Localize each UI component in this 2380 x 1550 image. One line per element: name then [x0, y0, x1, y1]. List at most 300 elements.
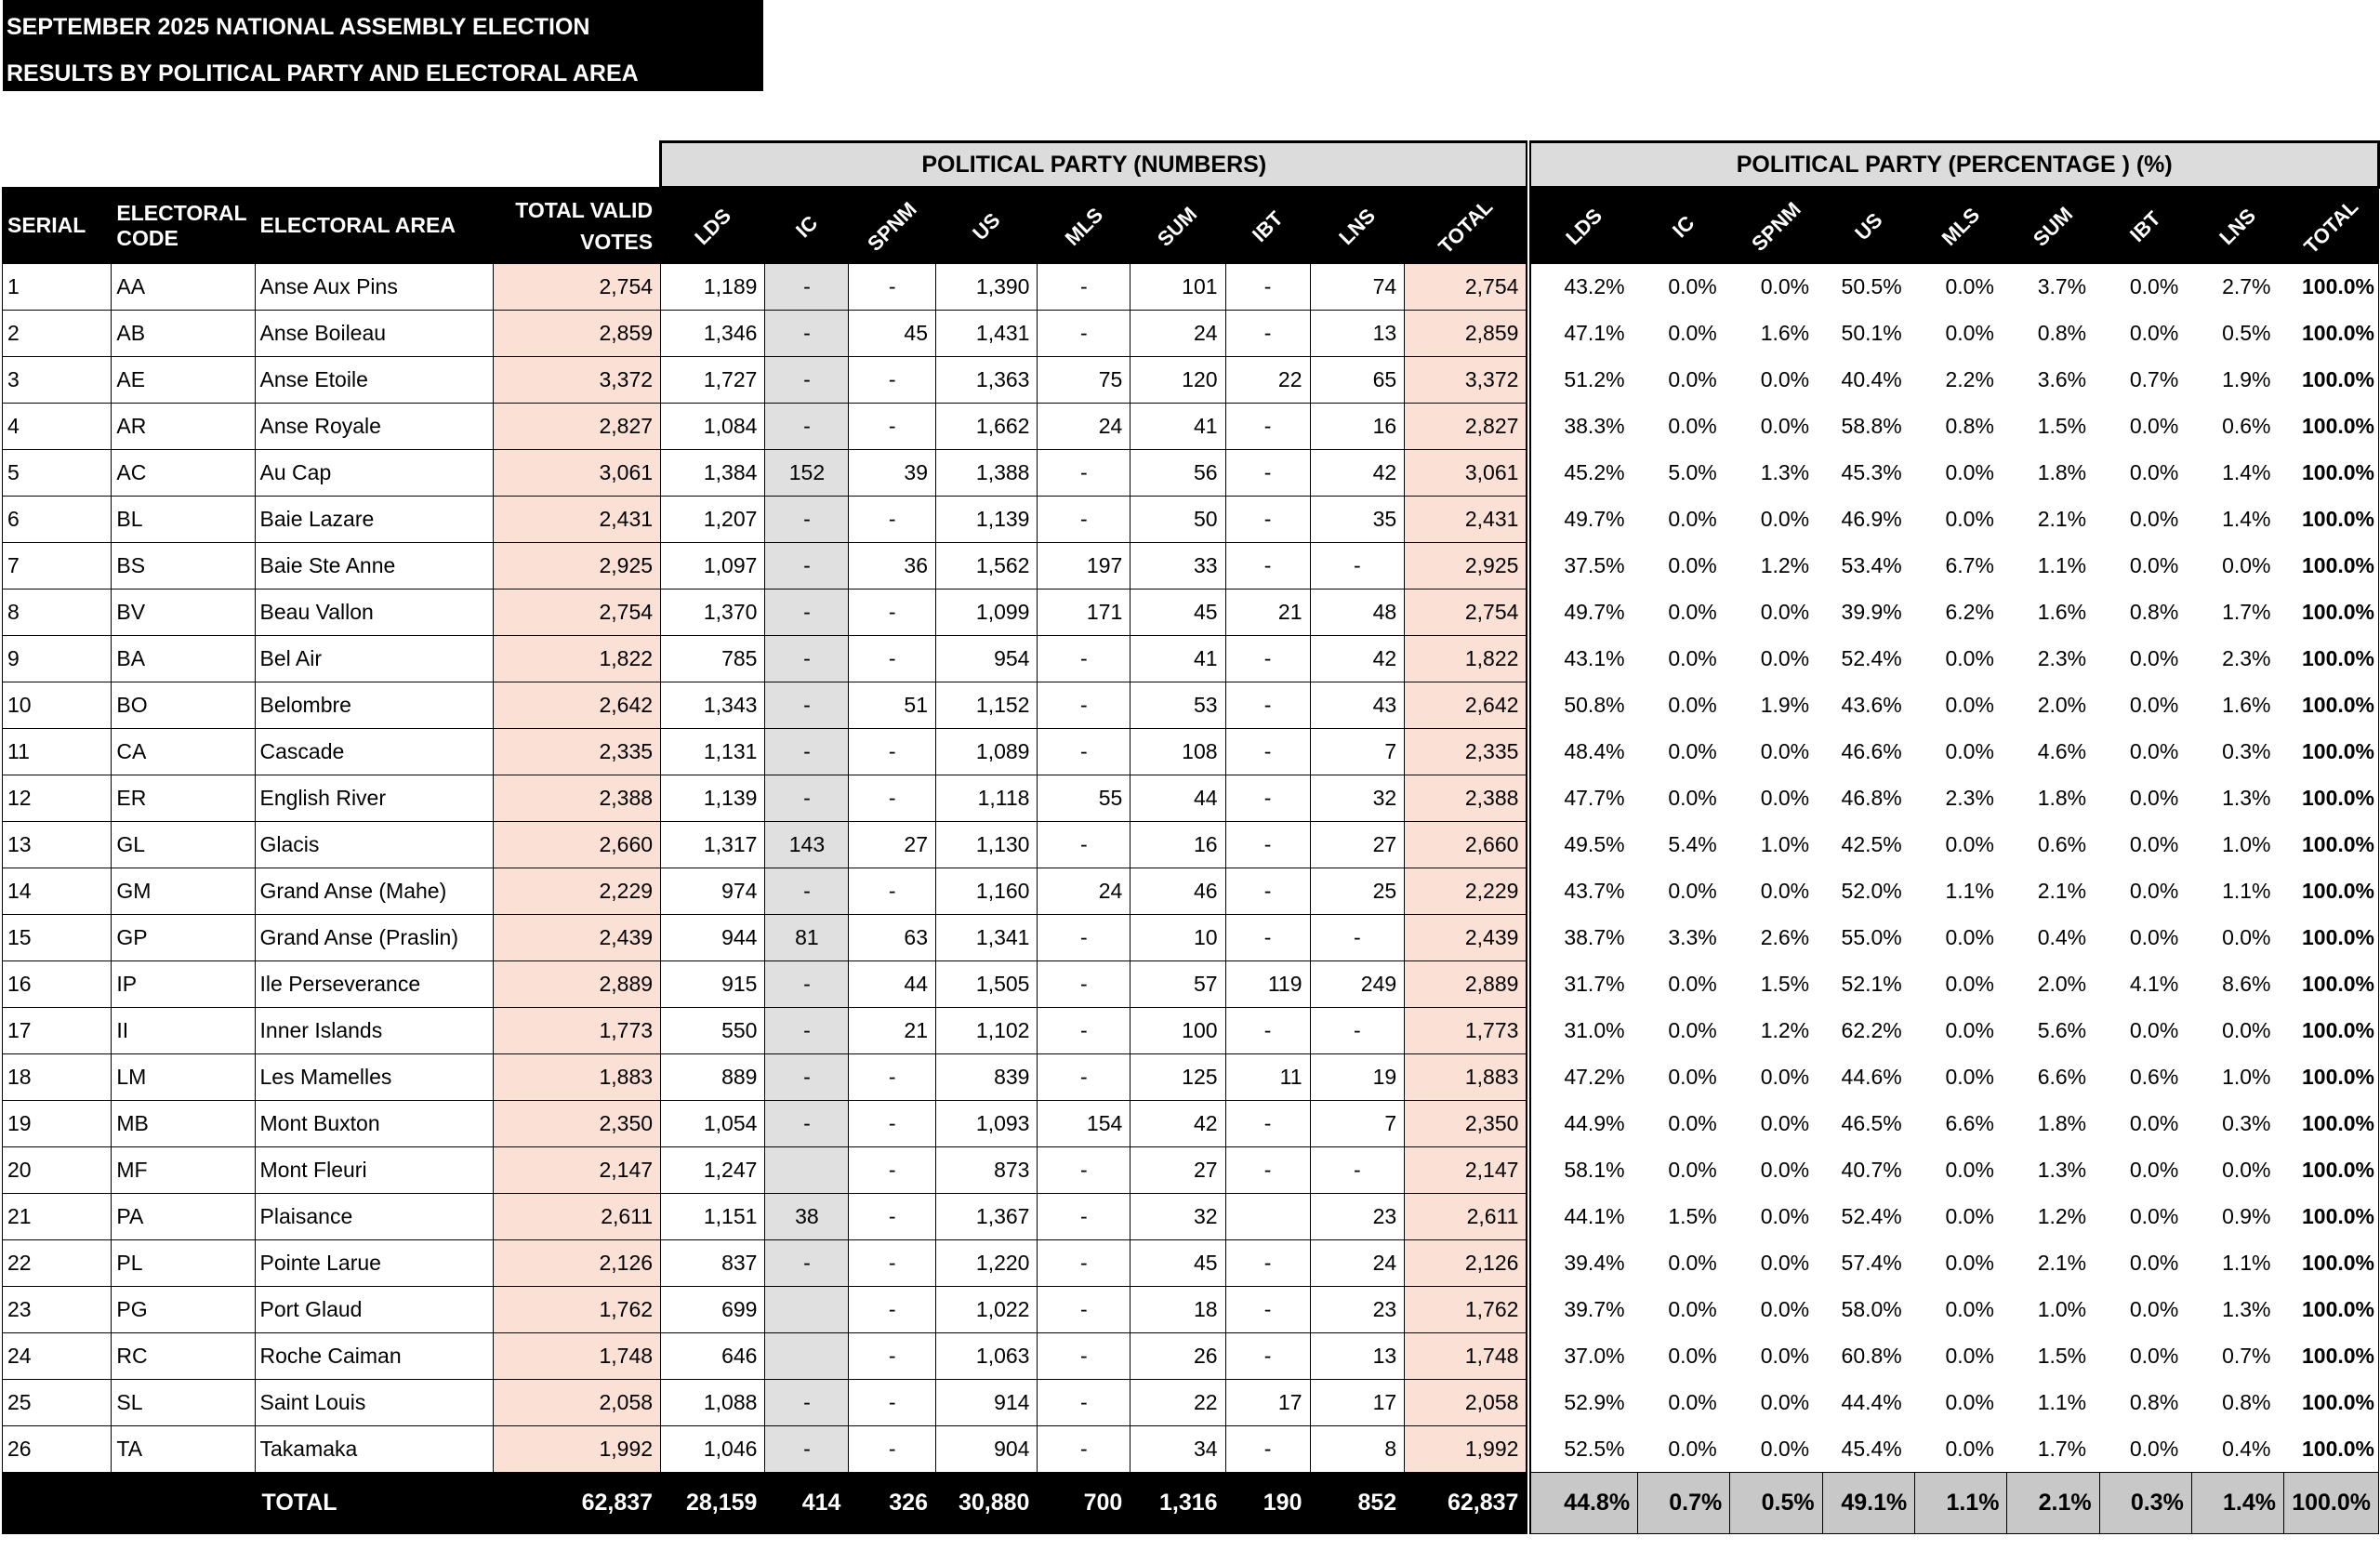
cell-count-5: 120 [1130, 357, 1225, 404]
cell-count-6 [1225, 1194, 1310, 1240]
cell-count-7: 43 [1310, 682, 1405, 729]
cell-pct-2: 0.0% [1760, 367, 1810, 391]
cell-serial: 18 [3, 1054, 112, 1101]
cell-count-4: - [1038, 1008, 1130, 1054]
cell-count-1: - [765, 357, 849, 404]
cell-pct-5: 2.3% [2037, 646, 2087, 670]
cell-pct-4: 0.0% [1945, 460, 1994, 484]
cell-pct-0: 45.2% [1528, 450, 1637, 497]
cell-code: BL [112, 497, 255, 543]
cell-code: GM [112, 868, 255, 915]
cell-pct-8: 100.0% [2284, 1426, 2379, 1473]
cell-pct-2: 0.0% [1760, 274, 1810, 299]
cell-count-0: 889 [661, 1054, 765, 1101]
cell-count-0: 1,346 [661, 311, 765, 357]
cell-serial: 8 [3, 590, 112, 636]
header-party-1: IC [765, 188, 849, 264]
table-row [3, 1194, 2379, 1240]
cell-count-5: 27 [1130, 1147, 1225, 1194]
cell-valid-votes: 2,754 [493, 264, 660, 311]
cell-count-2: - [849, 1101, 936, 1147]
cell-count-5: 41 [1130, 404, 1225, 450]
cell-serial: 2 [3, 311, 112, 357]
cell-count-5: 57 [1130, 961, 1225, 1008]
cell-count-0: 1,343 [661, 682, 765, 729]
cell-count-5: 26 [1130, 1333, 1225, 1380]
cell-count-7: 32 [1310, 775, 1405, 822]
table-row [3, 682, 2379, 729]
cell-pct-6: 0.0% [2129, 1436, 2179, 1461]
cell-serial: 12 [3, 775, 112, 822]
cell-area: Bel Air [255, 636, 493, 682]
cell-pct-7: 8.6% [2222, 972, 2271, 996]
cell-valid-votes: 2,147 [493, 1147, 660, 1194]
cell-count-5: 100 [1130, 1008, 1225, 1054]
cell-valid-votes: 2,126 [493, 1240, 660, 1287]
cell-pct-0: 44.1% [1528, 1194, 1637, 1240]
cell-valid-votes: 2,889 [493, 961, 660, 1008]
cell-pct-8: 100.0% [2284, 636, 2379, 682]
cell-pct-4: 0.0% [1945, 972, 1994, 996]
cell-pct-6: 0.0% [2129, 1251, 2179, 1275]
cell-pct-2: 1.3% [1760, 460, 1810, 484]
cell-pct-0: 49.7% [1528, 497, 1637, 543]
cell-pct-3: 45.4% [1841, 1436, 1902, 1461]
cell-area: Plaisance [255, 1194, 493, 1240]
cell-area: Anse Boileau [255, 311, 493, 357]
cell-area: Takamaka [255, 1426, 493, 1473]
cell-valid-votes: 2,350 [493, 1101, 660, 1147]
cell-pct-8: 100.0% [2284, 264, 2379, 311]
header-pct-5: SUM [2007, 188, 2099, 264]
cell-pct-7: 1.0% [2222, 832, 2271, 856]
header-pct-4: MLS [1915, 188, 2007, 264]
cell-serial: 5 [3, 450, 112, 497]
cell-pct-7: 1.4% [2222, 507, 2271, 531]
cell-pct-1: 3.3% [1668, 925, 1717, 949]
cell-pct-7: 1.7% [2222, 600, 2271, 624]
results-table [2, 140, 2380, 1534]
cell-pct-3: 42.5% [1841, 832, 1902, 856]
cell-serial: 7 [3, 543, 112, 590]
cell-count-1: 38 [765, 1194, 849, 1240]
cell-count-5: 32 [1130, 1194, 1225, 1240]
cell-valid-votes: 2,925 [493, 543, 660, 590]
cell-count-8: 2,147 [1405, 1147, 1529, 1194]
cell-count-1: - [765, 404, 849, 450]
total-count-5: 1,316 [1130, 1473, 1225, 1534]
cell-code: IP [112, 961, 255, 1008]
cell-count-8: 2,660 [1405, 822, 1529, 868]
cell-code: CA [112, 729, 255, 775]
cell-pct-5: 1.1% [2037, 553, 2087, 577]
cell-pct-6: 0.8% [2129, 1390, 2179, 1414]
cell-count-0: 1,088 [661, 1380, 765, 1426]
cell-area: Inner Islands [255, 1008, 493, 1054]
cell-count-6: - [1225, 682, 1310, 729]
total-pct-8: 100.0% [2284, 1473, 2379, 1534]
cell-pct-8: 100.0% [2284, 543, 2379, 590]
cell-code: AE [112, 357, 255, 404]
cell-pct-0: 52.5% [1528, 1426, 1637, 1473]
cell-count-3: 1,093 [936, 1101, 1038, 1147]
cell-pct-1: 1.5% [1668, 1204, 1717, 1228]
cell-count-0: 646 [661, 1333, 765, 1380]
cell-count-0: 1,046 [661, 1426, 765, 1473]
cell-pct-8: 100.0% [2284, 682, 2379, 729]
cell-pct-7: 0.0% [2222, 1158, 2271, 1182]
cell-count-2: - [849, 729, 936, 775]
cell-pct-7: 1.6% [2222, 693, 2271, 717]
cell-pct-7: 1.9% [2222, 367, 2271, 391]
cell-count-2: 63 [849, 915, 936, 961]
cell-pct-7: 1.3% [2222, 1297, 2271, 1321]
cell-count-7: 48 [1310, 590, 1405, 636]
cell-count-7: 7 [1310, 729, 1405, 775]
cell-count-6: - [1225, 543, 1310, 590]
total-label: TOTAL [255, 1473, 493, 1534]
cell-count-2: - [849, 1194, 936, 1240]
cell-area: Ile Perseverance [255, 961, 493, 1008]
cell-count-0: 1,370 [661, 590, 765, 636]
cell-count-3: 1,662 [936, 404, 1038, 450]
cell-count-6: - [1225, 1287, 1310, 1333]
cell-pct-7: 1.1% [2222, 1251, 2271, 1275]
total-count-8: 62,837 [1405, 1473, 1529, 1534]
cell-count-1: - [765, 636, 849, 682]
cell-code: BV [112, 590, 255, 636]
cell-pct-5: 0.6% [2037, 832, 2087, 856]
cell-count-1: - [765, 543, 849, 590]
cell-pct-6: 0.0% [2129, 274, 2179, 299]
table-row [3, 775, 2379, 822]
cell-pct-1: 0.0% [1668, 972, 1717, 996]
cell-pct-5: 5.6% [2037, 1018, 2087, 1042]
cell-pct-7: 0.0% [2222, 1018, 2271, 1042]
cell-pct-1: 0.0% [1668, 786, 1717, 810]
table-row [3, 311, 2379, 357]
cell-count-8: 2,827 [1405, 404, 1529, 450]
header-total-valid-votes: TOTAL VALID VOTES [493, 188, 660, 264]
cell-pct-6: 0.0% [2129, 414, 2179, 438]
cell-pct-4: 0.0% [1945, 1018, 1994, 1042]
cell-pct-2: 0.0% [1760, 1436, 1810, 1461]
table-row [3, 1426, 2379, 1473]
cell-count-6: 22 [1225, 357, 1310, 404]
cell-count-1: - [765, 868, 849, 915]
cell-count-3: 1,063 [936, 1333, 1038, 1380]
cell-count-7: 7 [1310, 1101, 1405, 1147]
cell-valid-votes: 3,372 [493, 357, 660, 404]
cell-count-5: 46 [1130, 868, 1225, 915]
total-pct-5: 2.1% [2007, 1473, 2099, 1534]
cell-count-1: - [765, 590, 849, 636]
cell-count-6: - [1225, 404, 1310, 450]
cell-pct-8: 100.0% [2284, 822, 2379, 868]
header-party-3: US [936, 188, 1038, 264]
table-row [3, 729, 2379, 775]
cell-pct-0: 49.7% [1528, 590, 1637, 636]
cell-area: Cascade [255, 729, 493, 775]
cell-valid-votes: 2,058 [493, 1380, 660, 1426]
cell-count-7: 42 [1310, 450, 1405, 497]
table-row [3, 404, 2379, 450]
cell-count-2: - [849, 404, 936, 450]
table-row [3, 450, 2379, 497]
cell-count-5: 50 [1130, 497, 1225, 543]
cell-count-7: - [1310, 915, 1405, 961]
cell-code: RC [112, 1333, 255, 1380]
cell-pct-4: 0.8% [1945, 414, 1994, 438]
cell-pct-1: 5.4% [1668, 832, 1717, 856]
cell-pct-6: 0.0% [2129, 1158, 2179, 1182]
cell-count-8: 2,754 [1405, 590, 1529, 636]
cell-count-7: 13 [1310, 311, 1405, 357]
cell-area: Baie Lazare [255, 497, 493, 543]
cell-pct-0: 51.2% [1528, 357, 1637, 404]
cell-count-3: 904 [936, 1426, 1038, 1473]
cell-valid-votes: 1,992 [493, 1426, 660, 1473]
cell-count-6: - [1225, 264, 1310, 311]
cell-count-6: - [1225, 311, 1310, 357]
cell-pct-0: 52.9% [1528, 1380, 1637, 1426]
cell-pct-6: 0.0% [2129, 646, 2179, 670]
cell-pct-6: 0.0% [2129, 1344, 2179, 1368]
cell-pct-7: 1.0% [2222, 1065, 2271, 1089]
cell-pct-6: 0.0% [2129, 1111, 2179, 1135]
header-party-4: MLS [1038, 188, 1130, 264]
cell-pct-8: 100.0% [2284, 1333, 2379, 1380]
cell-count-5: 56 [1130, 450, 1225, 497]
cell-code: AC [112, 450, 255, 497]
cell-pct-5: 1.8% [2037, 460, 2087, 484]
cell-pct-8: 100.0% [2284, 1287, 2379, 1333]
cell-pct-6: 0.0% [2129, 553, 2179, 577]
table-row [3, 1054, 2379, 1101]
cell-count-8: 2,889 [1405, 961, 1529, 1008]
cell-pct-2: 0.0% [1760, 786, 1810, 810]
header-pct-6: IBT [2099, 188, 2191, 264]
cell-pct-4: 0.0% [1945, 693, 1994, 717]
cell-count-7: 8 [1310, 1426, 1405, 1473]
cell-pct-0: 50.8% [1528, 682, 1637, 729]
header-pct-0: LDS [1528, 188, 1637, 264]
total-count-6: 190 [1225, 1473, 1310, 1534]
cell-serial: 22 [3, 1240, 112, 1287]
cell-pct-5: 0.8% [2037, 321, 2087, 345]
table-row [3, 1101, 2379, 1147]
cell-pct-5: 4.6% [2037, 739, 2087, 763]
cell-count-6: - [1225, 450, 1310, 497]
table-row [3, 961, 2379, 1008]
cell-pct-3: 46.9% [1841, 507, 1902, 531]
title-line-1: SEPTEMBER 2025 NATIONAL ASSEMBLY ELECTION [7, 14, 590, 40]
cell-count-0: 1,151 [661, 1194, 765, 1240]
cell-pct-5: 2.1% [2037, 1251, 2087, 1275]
cell-count-8: 2,388 [1405, 775, 1529, 822]
cell-count-4: - [1038, 636, 1130, 682]
cell-count-5: 18 [1130, 1287, 1225, 1333]
cell-count-4: 171 [1038, 590, 1130, 636]
cell-count-1: - [765, 1101, 849, 1147]
cell-pct-3: 46.6% [1841, 739, 1902, 763]
cell-pct-6: 0.6% [2129, 1065, 2179, 1089]
cell-serial: 17 [3, 1008, 112, 1054]
header-party-2: SPNM [849, 188, 936, 264]
cell-count-8: 1,883 [1405, 1054, 1529, 1101]
cell-pct-7: 1.1% [2222, 879, 2271, 903]
cell-pct-0: 37.5% [1528, 543, 1637, 590]
cell-count-3: 1,363 [936, 357, 1038, 404]
cell-count-5: 24 [1130, 311, 1225, 357]
cell-area: Anse Etoile [255, 357, 493, 404]
cell-count-4: 55 [1038, 775, 1130, 822]
cell-count-1: - [765, 1380, 849, 1426]
cell-count-6: 11 [1225, 1054, 1310, 1101]
cell-count-0: 699 [661, 1287, 765, 1333]
cell-count-7: 42 [1310, 636, 1405, 682]
cell-valid-votes: 3,061 [493, 450, 660, 497]
cell-count-2: 45 [849, 311, 936, 357]
cell-code: SL [112, 1380, 255, 1426]
cell-code: AA [112, 264, 255, 311]
cell-serial: 19 [3, 1101, 112, 1147]
table-row [3, 822, 2379, 868]
cell-pct-4: 6.6% [1945, 1111, 1994, 1135]
cell-count-3: 1,118 [936, 775, 1038, 822]
cell-pct-1: 0.0% [1668, 321, 1717, 345]
cell-pct-4: 0.0% [1945, 321, 1994, 345]
cell-count-0: 1,247 [661, 1147, 765, 1194]
cell-count-4: - [1038, 264, 1130, 311]
cell-count-6: - [1225, 822, 1310, 868]
cell-count-4: - [1038, 1054, 1130, 1101]
cell-pct-2: 2.6% [1760, 925, 1810, 949]
cell-count-2: - [849, 1240, 936, 1287]
cell-count-1 [765, 1287, 849, 1333]
cell-count-6: - [1225, 1101, 1310, 1147]
cell-code: AB [112, 311, 255, 357]
cell-serial: 13 [3, 822, 112, 868]
cell-count-2: - [849, 357, 936, 404]
total-count-0: 28,159 [661, 1473, 765, 1534]
cell-pct-0: 39.4% [1528, 1240, 1637, 1287]
cell-count-4: - [1038, 915, 1130, 961]
cell-count-3: 839 [936, 1054, 1038, 1101]
cell-count-2: 36 [849, 543, 936, 590]
cell-count-2: 51 [849, 682, 936, 729]
cell-count-3: 873 [936, 1147, 1038, 1194]
cell-pct-7: 1.3% [2222, 786, 2271, 810]
cell-area: Beau Vallon [255, 590, 493, 636]
cell-pct-1: 0.0% [1668, 414, 1717, 438]
cell-count-6: - [1225, 868, 1310, 915]
total-pct-6: 0.3% [2099, 1473, 2191, 1534]
cell-count-7: 249 [1310, 961, 1405, 1008]
cell-count-1: - [765, 1008, 849, 1054]
cell-pct-4: 0.0% [1945, 1204, 1994, 1228]
total-count-4: 700 [1038, 1473, 1130, 1534]
cell-count-7: - [1310, 1147, 1405, 1194]
cell-pct-5: 1.6% [2037, 600, 2087, 624]
cell-pct-2: 0.0% [1760, 414, 1810, 438]
cell-pct-3: 46.5% [1841, 1111, 1902, 1135]
cell-pct-5: 6.6% [2037, 1065, 2087, 1089]
cell-pct-7: 0.0% [2222, 925, 2271, 949]
cell-count-1: - [765, 1426, 849, 1473]
table-row [3, 1287, 2379, 1333]
cell-pct-6: 0.0% [2129, 832, 2179, 856]
cell-pct-7: 0.7% [2222, 1344, 2271, 1368]
cell-code: BA [112, 636, 255, 682]
cell-pct-0: 43.1% [1528, 636, 1637, 682]
cell-pct-4: 2.3% [1945, 786, 1994, 810]
total-valid-votes: 62,837 [493, 1473, 660, 1534]
cell-pct-6: 0.0% [2129, 879, 2179, 903]
group-numbers: POLITICAL PARTY (NUMBERS) [661, 142, 1529, 188]
cell-pct-5: 1.5% [2037, 1344, 2087, 1368]
cell-pct-5: 1.1% [2037, 1390, 2087, 1414]
header-pct-1: IC [1638, 188, 1730, 264]
cell-pct-3: 52.0% [1841, 879, 1902, 903]
cell-count-6: - [1225, 1147, 1310, 1194]
cell-pct-1: 0.0% [1668, 600, 1717, 624]
cell-pct-7: 2.3% [2222, 646, 2271, 670]
cell-pct-3: 53.4% [1841, 553, 1902, 577]
cell-count-5: 41 [1130, 636, 1225, 682]
cell-serial: 21 [3, 1194, 112, 1240]
cell-pct-1: 0.0% [1668, 879, 1717, 903]
cell-area: Saint Louis [255, 1380, 493, 1426]
cell-pct-2: 0.0% [1760, 1111, 1810, 1135]
header-party-5: SUM [1130, 188, 1225, 264]
cell-count-6: - [1225, 1240, 1310, 1287]
cell-count-4: 197 [1038, 543, 1130, 590]
cell-count-3: 1,089 [936, 729, 1038, 775]
cell-count-8: 3,061 [1405, 450, 1529, 497]
cell-serial: 16 [3, 961, 112, 1008]
cell-pct-3: 50.5% [1841, 274, 1902, 299]
cell-pct-7: 2.7% [2222, 274, 2271, 299]
cell-pct-2: 0.0% [1760, 1344, 1810, 1368]
cell-pct-8: 100.0% [2284, 1240, 2379, 1287]
cell-count-4: - [1038, 450, 1130, 497]
cell-count-2: - [849, 497, 936, 543]
cell-count-6: - [1225, 497, 1310, 543]
cell-pct-6: 0.0% [2129, 1018, 2179, 1042]
cell-count-8: 1,822 [1405, 636, 1529, 682]
table-row [3, 1380, 2379, 1426]
cell-count-6: 119 [1225, 961, 1310, 1008]
cell-area: Grand Anse (Mahe) [255, 868, 493, 915]
cell-count-1: 152 [765, 450, 849, 497]
cell-pct-1: 0.0% [1668, 1251, 1717, 1275]
cell-count-7: 35 [1310, 497, 1405, 543]
cell-pct-0: 39.7% [1528, 1287, 1637, 1333]
cell-area: Pointe Larue [255, 1240, 493, 1287]
cell-pct-0: 31.7% [1528, 961, 1637, 1008]
cell-count-7: 65 [1310, 357, 1405, 404]
cell-count-8: 1,762 [1405, 1287, 1529, 1333]
cell-pct-1: 0.0% [1668, 646, 1717, 670]
cell-pct-2: 0.0% [1760, 1390, 1810, 1414]
cell-pct-3: 46.8% [1841, 786, 1902, 810]
cell-pct-2: 1.2% [1760, 1018, 1810, 1042]
cell-code: MF [112, 1147, 255, 1194]
cell-count-1: - [765, 264, 849, 311]
cell-valid-votes: 2,431 [493, 497, 660, 543]
cell-count-7: 25 [1310, 868, 1405, 915]
